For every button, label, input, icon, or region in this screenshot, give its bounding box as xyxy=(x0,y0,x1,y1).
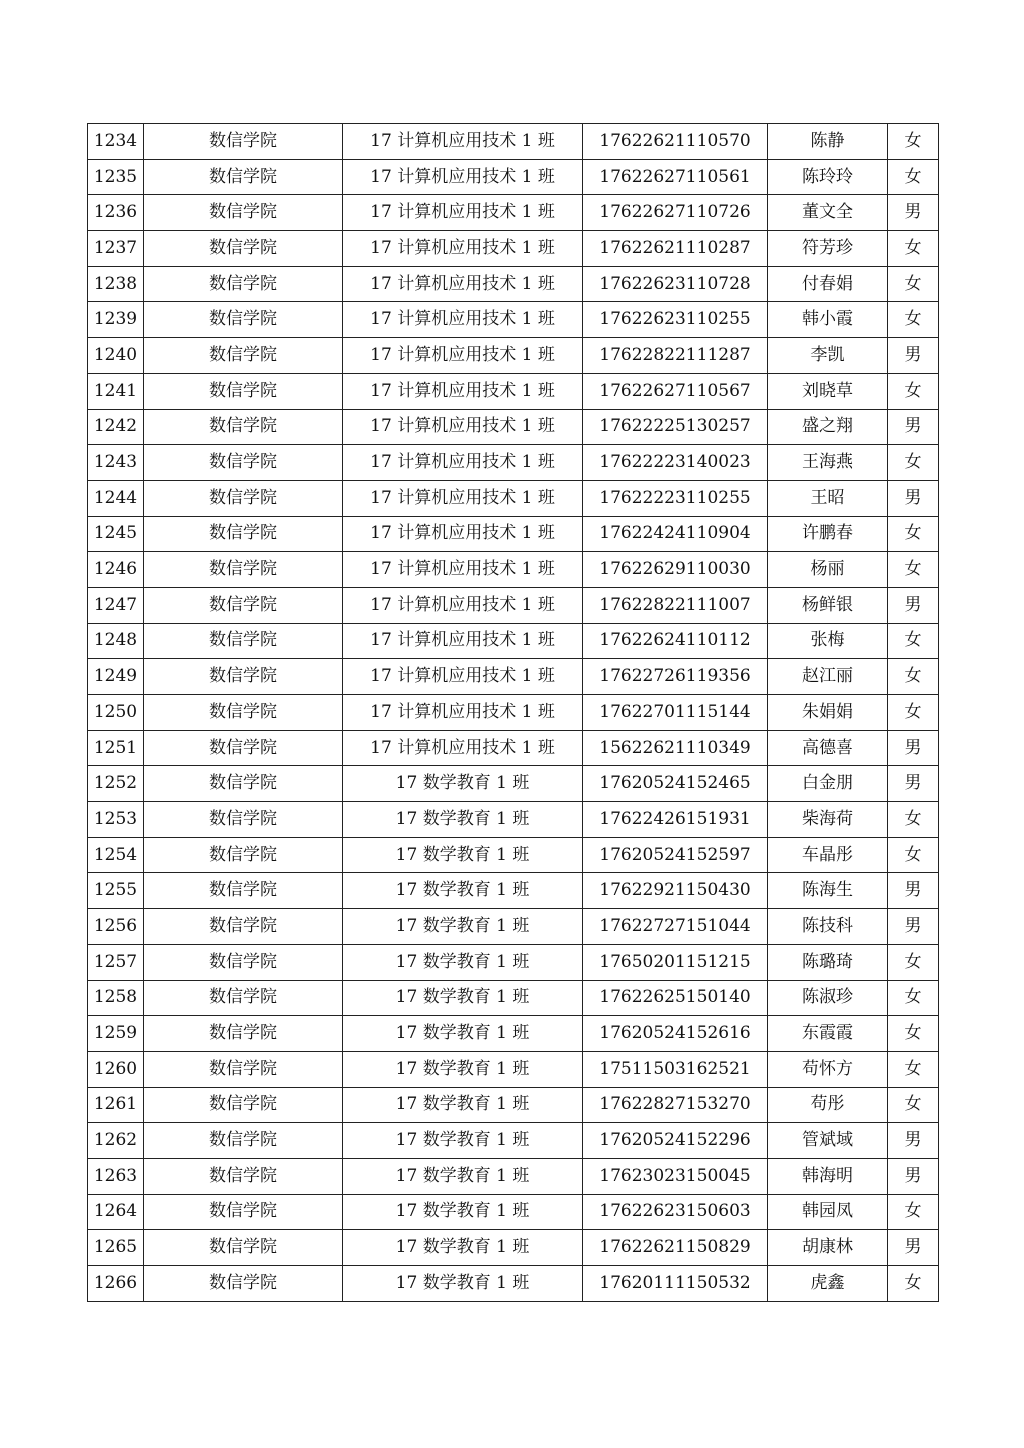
student-name-cell: 苟怀方 xyxy=(768,1051,888,1087)
table-row xyxy=(88,1051,939,1087)
gender-cell: 男 xyxy=(888,195,939,231)
student-name-cell: 陈璐琦 xyxy=(768,944,888,980)
gender-cell: 男 xyxy=(888,766,939,802)
college-cell: 数信学院 xyxy=(144,124,343,160)
college-cell: 数信学院 xyxy=(144,1123,343,1159)
class-cell: 17 计算机应用技术 1 班 xyxy=(343,302,583,338)
gender-cell: 女 xyxy=(888,802,939,838)
college-cell: 数信学院 xyxy=(144,837,343,873)
row-number-cell: 1251 xyxy=(88,730,144,766)
student-name-cell: 赵江丽 xyxy=(768,659,888,695)
student-id-cell: 17622822111287 xyxy=(583,338,768,374)
table-row xyxy=(88,159,939,195)
student-id-cell: 17622627110726 xyxy=(583,195,768,231)
student-name-cell: 胡康林 xyxy=(768,1230,888,1266)
table-row xyxy=(88,623,939,659)
table-row xyxy=(88,1194,939,1230)
student-name-cell: 高德喜 xyxy=(768,730,888,766)
table-row xyxy=(88,837,939,873)
row-number-cell: 1252 xyxy=(88,766,144,802)
table-row xyxy=(88,231,939,267)
gender-cell: 女 xyxy=(888,552,939,588)
table-row xyxy=(88,480,939,516)
gender-cell: 女 xyxy=(888,266,939,302)
student-id-cell: 17622627110567 xyxy=(583,373,768,409)
gender-cell: 女 xyxy=(888,1266,939,1302)
college-cell: 数信学院 xyxy=(144,266,343,302)
table-row xyxy=(88,1123,939,1159)
student-name-cell: 车晶彤 xyxy=(768,837,888,873)
college-cell: 数信学院 xyxy=(144,766,343,802)
college-cell: 数信学院 xyxy=(144,480,343,516)
student-id-cell: 17622625150140 xyxy=(583,980,768,1016)
college-cell: 数信学院 xyxy=(144,159,343,195)
student-name-cell: 张梅 xyxy=(768,623,888,659)
college-cell: 数信学院 xyxy=(144,552,343,588)
gender-cell: 女 xyxy=(888,1051,939,1087)
student-id-cell: 17622701115144 xyxy=(583,695,768,731)
class-cell: 17 计算机应用技术 1 班 xyxy=(343,730,583,766)
college-cell: 数信学院 xyxy=(144,445,343,481)
student-id-cell: 17622629110030 xyxy=(583,552,768,588)
student-id-cell: 17622424110904 xyxy=(583,516,768,552)
college-cell: 数信学院 xyxy=(144,195,343,231)
row-number-cell: 1264 xyxy=(88,1194,144,1230)
row-number-cell: 1262 xyxy=(88,1123,144,1159)
gender-cell: 女 xyxy=(888,124,939,160)
student-id-cell: 17622727151044 xyxy=(583,909,768,945)
table-row xyxy=(88,338,939,374)
student-name-cell: 杨丽 xyxy=(768,552,888,588)
row-number-cell: 1258 xyxy=(88,980,144,1016)
student-id-cell: 17622726119356 xyxy=(583,659,768,695)
student-id-cell: 17511503162521 xyxy=(583,1051,768,1087)
student-name-cell: 李凯 xyxy=(768,338,888,374)
gender-cell: 女 xyxy=(888,944,939,980)
class-cell: 17 数学教育 1 班 xyxy=(343,837,583,873)
college-cell: 数信学院 xyxy=(144,516,343,552)
table-row xyxy=(88,695,939,731)
student-name-cell: 陈海生 xyxy=(768,873,888,909)
student-id-cell: 17622627110561 xyxy=(583,159,768,195)
student-id-cell: 17622621110570 xyxy=(583,124,768,160)
class-cell: 17 计算机应用技术 1 班 xyxy=(343,480,583,516)
class-cell: 17 计算机应用技术 1 班 xyxy=(343,587,583,623)
row-number-cell: 1261 xyxy=(88,1087,144,1123)
college-cell: 数信学院 xyxy=(144,695,343,731)
gender-cell: 女 xyxy=(888,659,939,695)
student-id-cell: 17650201151215 xyxy=(583,944,768,980)
class-cell: 17 数学教育 1 班 xyxy=(343,980,583,1016)
college-cell: 数信学院 xyxy=(144,231,343,267)
gender-cell: 女 xyxy=(888,695,939,731)
class-cell: 17 数学教育 1 班 xyxy=(343,1230,583,1266)
table-row xyxy=(88,1266,939,1302)
student-name-cell: 虎鑫 xyxy=(768,1266,888,1302)
college-cell: 数信学院 xyxy=(144,1158,343,1194)
class-cell: 17 数学教育 1 班 xyxy=(343,944,583,980)
student-name-cell: 许鹏春 xyxy=(768,516,888,552)
gender-cell: 女 xyxy=(888,516,939,552)
table-row xyxy=(88,1016,939,1052)
student-name-cell: 符芳珍 xyxy=(768,231,888,267)
class-cell: 17 计算机应用技术 1 班 xyxy=(343,338,583,374)
gender-cell: 女 xyxy=(888,231,939,267)
college-cell: 数信学院 xyxy=(144,1016,343,1052)
class-cell: 17 计算机应用技术 1 班 xyxy=(343,124,583,160)
college-cell: 数信学院 xyxy=(144,302,343,338)
student-name-cell: 陈淑珍 xyxy=(768,980,888,1016)
class-cell: 17 数学教育 1 班 xyxy=(343,1051,583,1087)
table-row xyxy=(88,909,939,945)
row-number-cell: 1241 xyxy=(88,373,144,409)
class-cell: 17 计算机应用技术 1 班 xyxy=(343,552,583,588)
class-cell: 17 数学教育 1 班 xyxy=(343,1266,583,1302)
row-number-cell: 1245 xyxy=(88,516,144,552)
student-name-cell: 陈玲玲 xyxy=(768,159,888,195)
row-number-cell: 1255 xyxy=(88,873,144,909)
row-number-cell: 1247 xyxy=(88,587,144,623)
row-number-cell: 1260 xyxy=(88,1051,144,1087)
table-row xyxy=(88,1230,939,1266)
college-cell: 数信学院 xyxy=(144,587,343,623)
row-number-cell: 1237 xyxy=(88,231,144,267)
student-name-cell: 朱娟娟 xyxy=(768,695,888,731)
student-name-cell: 董文全 xyxy=(768,195,888,231)
student-id-cell: 17622225130257 xyxy=(583,409,768,445)
student-name-cell: 管斌域 xyxy=(768,1123,888,1159)
college-cell: 数信学院 xyxy=(144,1087,343,1123)
student-name-cell: 刘晓草 xyxy=(768,373,888,409)
row-number-cell: 1257 xyxy=(88,944,144,980)
class-cell: 17 数学教育 1 班 xyxy=(343,766,583,802)
student-id-cell: 17622827153270 xyxy=(583,1087,768,1123)
college-cell: 数信学院 xyxy=(144,944,343,980)
gender-cell: 男 xyxy=(888,730,939,766)
class-cell: 17 计算机应用技术 1 班 xyxy=(343,231,583,267)
college-cell: 数信学院 xyxy=(144,1051,343,1087)
student-id-cell: 17622822111007 xyxy=(583,587,768,623)
college-cell: 数信学院 xyxy=(144,909,343,945)
student-id-cell: 17622921150430 xyxy=(583,873,768,909)
table-row xyxy=(88,516,939,552)
row-number-cell: 1235 xyxy=(88,159,144,195)
class-cell: 17 计算机应用技术 1 班 xyxy=(343,445,583,481)
student-id-cell: 17622623150603 xyxy=(583,1194,768,1230)
table-row xyxy=(88,373,939,409)
student-id-cell: 17622621110287 xyxy=(583,231,768,267)
row-number-cell: 1244 xyxy=(88,480,144,516)
class-cell: 17 计算机应用技术 1 班 xyxy=(343,266,583,302)
class-cell: 17 计算机应用技术 1 班 xyxy=(343,409,583,445)
row-number-cell: 1254 xyxy=(88,837,144,873)
gender-cell: 男 xyxy=(888,587,939,623)
table-row xyxy=(88,944,939,980)
table-row xyxy=(88,980,939,1016)
college-cell: 数信学院 xyxy=(144,1230,343,1266)
row-number-cell: 1234 xyxy=(88,124,144,160)
table-row xyxy=(88,552,939,588)
class-cell: 17 计算机应用技术 1 班 xyxy=(343,373,583,409)
student-id-cell: 17620524152597 xyxy=(583,837,768,873)
gender-cell: 男 xyxy=(888,338,939,374)
row-number-cell: 1249 xyxy=(88,659,144,695)
class-cell: 17 数学教育 1 班 xyxy=(343,1123,583,1159)
row-number-cell: 1256 xyxy=(88,909,144,945)
student-name-cell: 陈技科 xyxy=(768,909,888,945)
row-number-cell: 1250 xyxy=(88,695,144,731)
table-row xyxy=(88,409,939,445)
class-cell: 17 数学教育 1 班 xyxy=(343,873,583,909)
row-number-cell: 1239 xyxy=(88,302,144,338)
class-cell: 17 数学教育 1 班 xyxy=(343,909,583,945)
gender-cell: 女 xyxy=(888,980,939,1016)
gender-cell: 男 xyxy=(888,909,939,945)
class-cell: 17 计算机应用技术 1 班 xyxy=(343,695,583,731)
gender-cell: 男 xyxy=(888,1123,939,1159)
class-cell: 17 计算机应用技术 1 班 xyxy=(343,623,583,659)
class-cell: 17 计算机应用技术 1 班 xyxy=(343,159,583,195)
student-name-cell: 韩园凤 xyxy=(768,1194,888,1230)
table-row xyxy=(88,802,939,838)
class-cell: 17 数学教育 1 班 xyxy=(343,1087,583,1123)
student-roster-table xyxy=(87,123,939,1302)
student-id-cell: 17622426151931 xyxy=(583,802,768,838)
row-number-cell: 1242 xyxy=(88,409,144,445)
college-cell: 数信学院 xyxy=(144,373,343,409)
gender-cell: 女 xyxy=(888,837,939,873)
row-number-cell: 1236 xyxy=(88,195,144,231)
gender-cell: 女 xyxy=(888,445,939,481)
college-cell: 数信学院 xyxy=(144,623,343,659)
table-row xyxy=(88,1087,939,1123)
row-number-cell: 1248 xyxy=(88,623,144,659)
student-id-cell: 17620524152296 xyxy=(583,1123,768,1159)
student-name-cell: 韩海明 xyxy=(768,1158,888,1194)
student-id-cell: 17620524152616 xyxy=(583,1016,768,1052)
gender-cell: 女 xyxy=(888,1194,939,1230)
row-number-cell: 1265 xyxy=(88,1230,144,1266)
gender-cell: 男 xyxy=(888,873,939,909)
college-cell: 数信学院 xyxy=(144,730,343,766)
student-id-cell: 15622621110349 xyxy=(583,730,768,766)
class-cell: 17 计算机应用技术 1 班 xyxy=(343,659,583,695)
gender-cell: 男 xyxy=(888,480,939,516)
row-number-cell: 1243 xyxy=(88,445,144,481)
gender-cell: 男 xyxy=(888,1158,939,1194)
class-cell: 17 数学教育 1 班 xyxy=(343,802,583,838)
table-row xyxy=(88,195,939,231)
student-id-cell: 17622223110255 xyxy=(583,480,768,516)
gender-cell: 女 xyxy=(888,159,939,195)
row-number-cell: 1266 xyxy=(88,1266,144,1302)
gender-cell: 女 xyxy=(888,373,939,409)
college-cell: 数信学院 xyxy=(144,659,343,695)
college-cell: 数信学院 xyxy=(144,1266,343,1302)
table-row xyxy=(88,873,939,909)
college-cell: 数信学院 xyxy=(144,802,343,838)
row-number-cell: 1246 xyxy=(88,552,144,588)
college-cell: 数信学院 xyxy=(144,409,343,445)
table-row xyxy=(88,587,939,623)
table-row xyxy=(88,659,939,695)
table-row xyxy=(88,766,939,802)
table-row xyxy=(88,124,939,160)
gender-cell: 男 xyxy=(888,1230,939,1266)
class-cell: 17 数学教育 1 班 xyxy=(343,1016,583,1052)
gender-cell: 女 xyxy=(888,1087,939,1123)
student-name-cell: 柴海荷 xyxy=(768,802,888,838)
college-cell: 数信学院 xyxy=(144,338,343,374)
college-cell: 数信学院 xyxy=(144,1194,343,1230)
student-id-cell: 17620111150532 xyxy=(583,1266,768,1302)
class-cell: 17 数学教育 1 班 xyxy=(343,1158,583,1194)
gender-cell: 女 xyxy=(888,1016,939,1052)
student-id-cell: 17620524152465 xyxy=(583,766,768,802)
class-cell: 17 数学教育 1 班 xyxy=(343,1194,583,1230)
class-cell: 17 计算机应用技术 1 班 xyxy=(343,195,583,231)
student-name-cell: 付春娟 xyxy=(768,266,888,302)
student-name-cell: 王海燕 xyxy=(768,445,888,481)
gender-cell: 女 xyxy=(888,302,939,338)
student-id-cell: 17622623110728 xyxy=(583,266,768,302)
student-id-cell: 17622623110255 xyxy=(583,302,768,338)
row-number-cell: 1240 xyxy=(88,338,144,374)
student-id-cell: 17622624110112 xyxy=(583,623,768,659)
class-cell: 17 计算机应用技术 1 班 xyxy=(343,516,583,552)
student-id-cell: 17622223140023 xyxy=(583,445,768,481)
table-row xyxy=(88,730,939,766)
student-id-cell: 17623023150045 xyxy=(583,1158,768,1194)
table-row xyxy=(88,1158,939,1194)
student-name-cell: 白金朋 xyxy=(768,766,888,802)
student-name-cell: 王昭 xyxy=(768,480,888,516)
college-cell: 数信学院 xyxy=(144,980,343,1016)
row-number-cell: 1259 xyxy=(88,1016,144,1052)
row-number-cell: 1253 xyxy=(88,802,144,838)
row-number-cell: 1263 xyxy=(88,1158,144,1194)
student-name-cell: 杨鲜银 xyxy=(768,587,888,623)
row-number-cell: 1238 xyxy=(88,266,144,302)
table-row xyxy=(88,445,939,481)
gender-cell: 女 xyxy=(888,623,939,659)
student-name-cell: 韩小霞 xyxy=(768,302,888,338)
gender-cell: 男 xyxy=(888,409,939,445)
student-name-cell: 陈静 xyxy=(768,124,888,160)
student-name-cell: 苟彤 xyxy=(768,1087,888,1123)
table-row xyxy=(88,302,939,338)
student-name-cell: 东霞霞 xyxy=(768,1016,888,1052)
roster-body xyxy=(88,124,939,1302)
student-name-cell: 盛之翔 xyxy=(768,409,888,445)
table-row xyxy=(88,266,939,302)
college-cell: 数信学院 xyxy=(144,873,343,909)
student-id-cell: 17622621150829 xyxy=(583,1230,768,1266)
